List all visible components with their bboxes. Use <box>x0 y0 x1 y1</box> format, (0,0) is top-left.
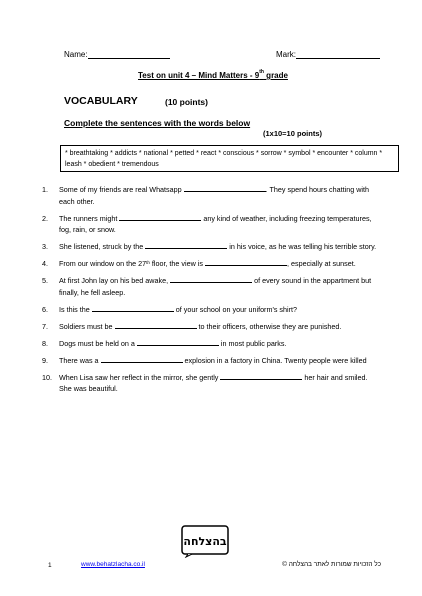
item-text-after: explosion in a factory in China. Twenty people were killed <box>182 355 367 365</box>
item-text-after: to their officers, otherwise they are punished. <box>196 321 342 331</box>
item-text-before: At first John lay on his bed awake, <box>59 276 171 285</box>
instruction: Complete the sentences with the words below <box>64 118 251 128</box>
mark-blank[interactable] <box>296 50 380 59</box>
item-number: 4. <box>42 259 48 268</box>
word-bank: * breathtaking * addicts * national * petted * react * conscious * sorrow * symbol * encounter * column * leash * obedient * tremendous <box>60 145 399 172</box>
item-text-after: of every sound in the appartment but finally, he fell asleep. <box>59 276 372 297</box>
answer-blank[interactable] <box>184 184 266 192</box>
page-number: 1 <box>48 562 52 569</box>
item-text-before: From our window on the 27 <box>59 259 147 268</box>
item-text-before: Soldiers must be <box>59 321 115 331</box>
name-label: Name: <box>64 50 88 59</box>
item-number: 3. <box>42 242 48 251</box>
item-text-before: The runners might <box>59 213 120 223</box>
item-text-after: . They spend hours chatting with each other. <box>59 185 369 206</box>
item-number: 5. <box>42 276 48 285</box>
sub-points: (1x10=10 points) <box>263 129 322 138</box>
list-item <box>42 275 382 298</box>
item-text-before: There was a <box>59 355 101 365</box>
list-item <box>42 241 382 253</box>
item-number: 7. <box>42 321 48 331</box>
list-item <box>42 355 382 367</box>
title-main: Test on unit 4 – Mind Matters - 9 <box>138 71 260 80</box>
website-link[interactable]: www.behatzlacha.co.il <box>81 561 145 568</box>
item-text-before: When Lisa saw her reflect in the mirror, she gently <box>59 372 221 382</box>
answer-blank[interactable] <box>92 304 174 312</box>
behatzlacha-logo <box>178 524 232 558</box>
logo-text: בהצלחה <box>183 535 227 548</box>
item-text-after: in his voice, as he was telling his terrible story. <box>227 242 377 251</box>
list-item <box>42 321 382 333</box>
name-blank[interactable] <box>88 50 170 59</box>
item-number: 8. <box>42 338 48 348</box>
list-item <box>42 184 382 207</box>
list-item <box>42 258 382 270</box>
item-number: 10. <box>42 372 52 382</box>
item-text-before: Dogs must be held on a <box>59 338 137 348</box>
answer-blank[interactable] <box>205 258 287 266</box>
copyright-note: כל הזכויות שמורות לאתר בהצלחה © <box>282 561 381 568</box>
name-field[interactable] <box>64 50 170 59</box>
item-text-mid: floor, the view is <box>149 259 205 268</box>
answer-blank[interactable] <box>145 241 227 249</box>
list-item <box>42 213 382 236</box>
item-number: 9. <box>42 355 48 365</box>
answer-blank[interactable] <box>137 338 219 346</box>
mark-label: Mark: <box>276 50 296 59</box>
test-title <box>90 71 336 80</box>
title-sup: th <box>259 69 264 75</box>
item-number: 2. <box>42 213 48 223</box>
section-points: (10 points) <box>165 97 208 107</box>
answer-blank[interactable] <box>115 321 197 329</box>
question-list <box>42 184 382 400</box>
answer-blank[interactable] <box>101 355 183 363</box>
section-heading: VOCABULARY <box>64 95 138 107</box>
item-text-after: of your school on your uniform's shirt? <box>173 304 297 314</box>
item-text-after: any kind of weather, including freezing temperatures, fog, rain, or snow. <box>59 213 372 234</box>
item-text-before: Some of my friends are real Whatsapp <box>59 185 184 194</box>
list-item <box>42 304 382 316</box>
item-text-before: She listened, struck by the <box>59 242 146 251</box>
item-number: 1. <box>42 185 48 194</box>
list-item <box>42 372 382 395</box>
item-text-after: her hair and smiled. She was beautiful. <box>59 372 368 393</box>
answer-blank[interactable] <box>119 213 201 221</box>
item-number: 6. <box>42 304 48 314</box>
item-text-before: Is this the <box>59 304 92 314</box>
answer-blank[interactable] <box>170 275 252 283</box>
answer-blank[interactable] <box>220 372 302 380</box>
item-text-after: , especially at sunset. <box>287 259 356 268</box>
item-text-after: in most public parks. <box>218 338 287 348</box>
list-item <box>42 338 382 350</box>
mark-field[interactable] <box>276 50 380 59</box>
item-sup: th <box>146 260 150 265</box>
title-end: grade <box>263 71 288 80</box>
